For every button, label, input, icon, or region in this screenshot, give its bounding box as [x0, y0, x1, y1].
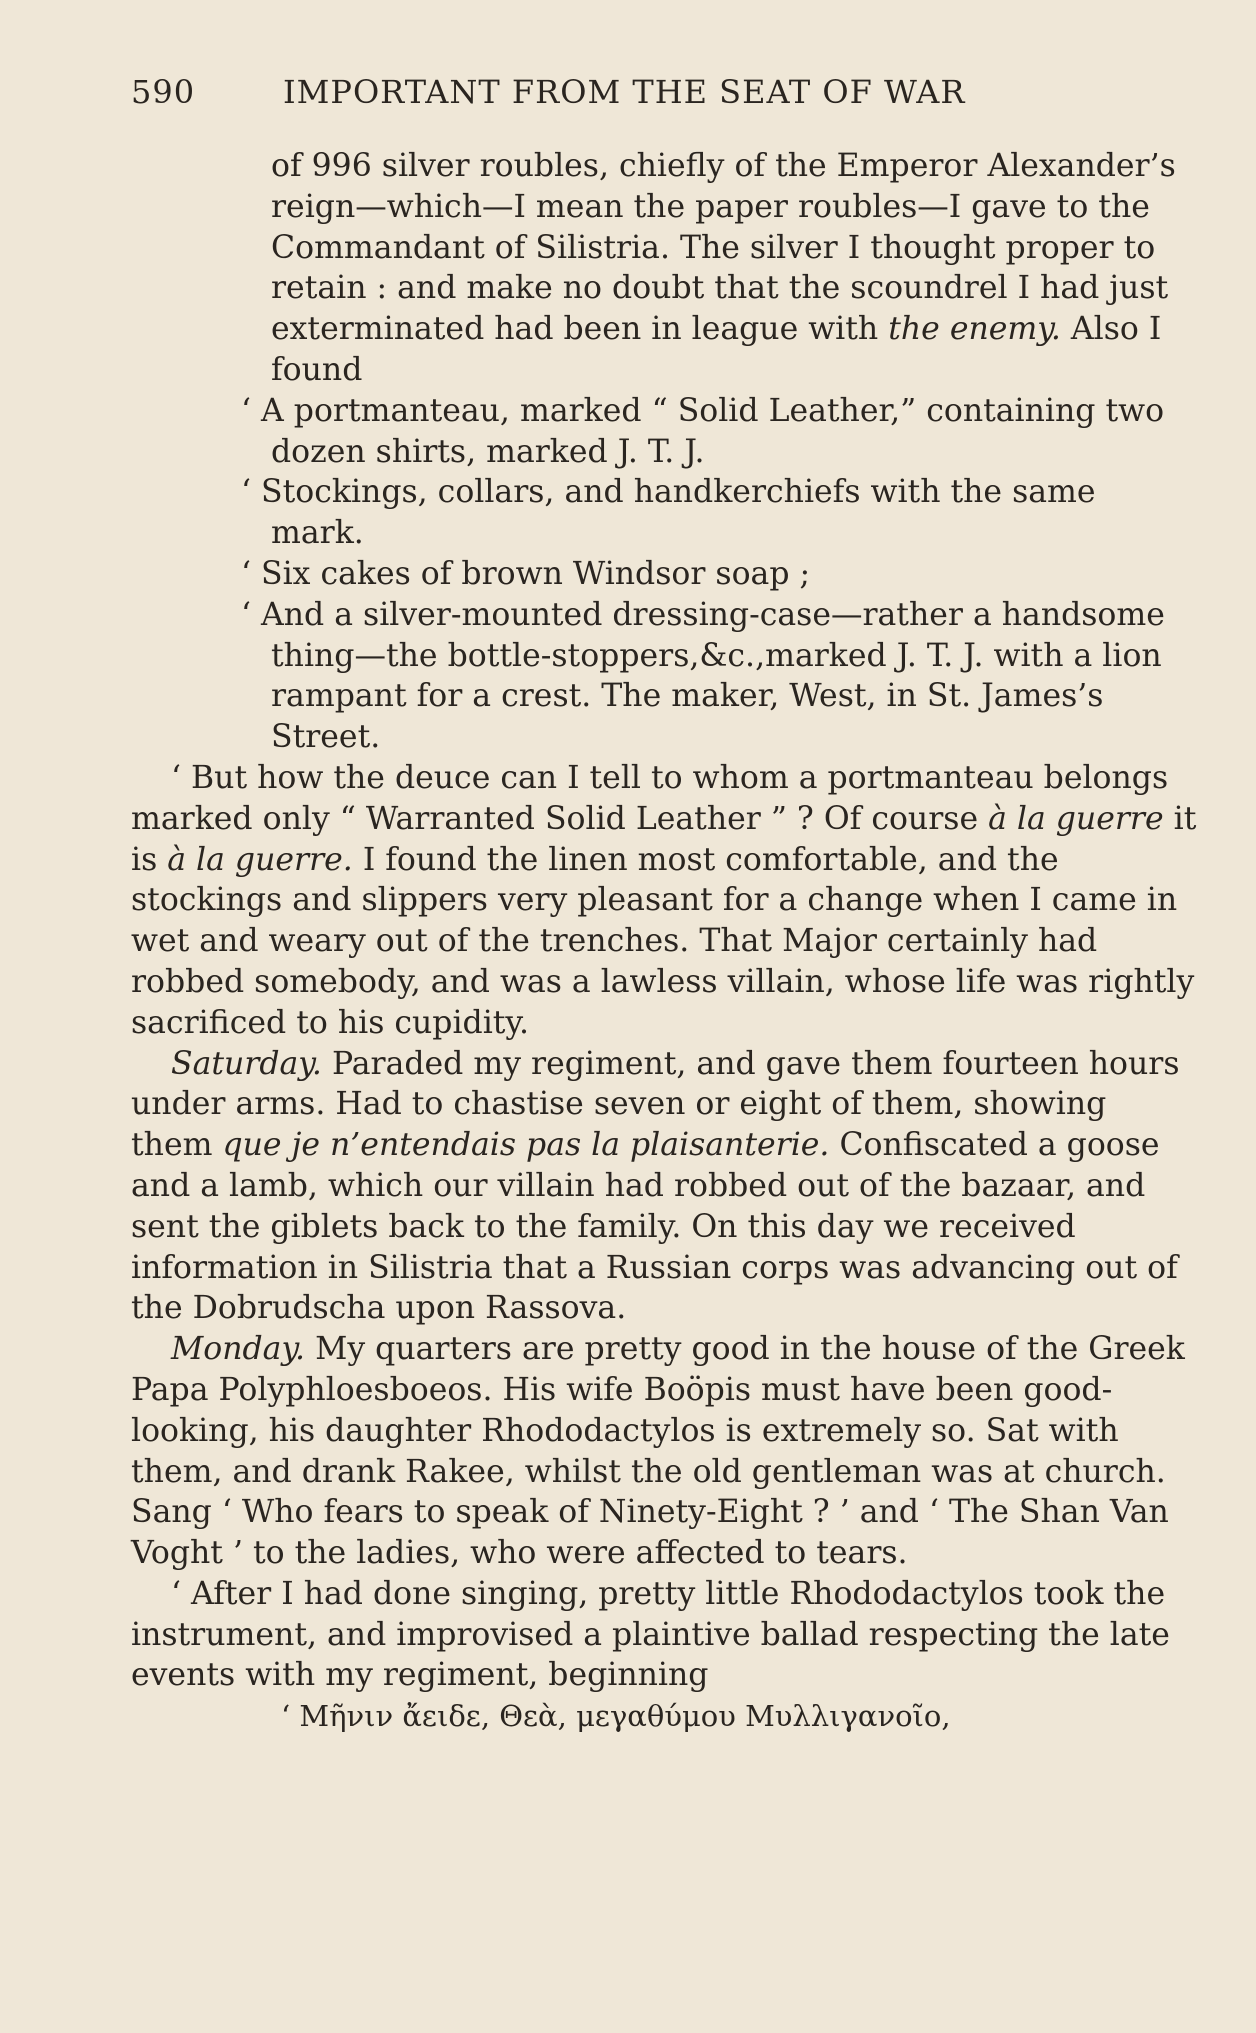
paragraph: ‘ After I had done singing, pretty little Rhododactylos took the instrument, and improvised a plaintive ballad respecting the late events with my regiment, beginning [131, 1575, 1170, 1694]
list-item: ‘ And a silver-mounted dressing-case—rather a handsome thing—the bottle-stoppers,&c.,marked J. T. J. with a lion rampant for a crest. The maker, West, in St. James’s Street. [241, 596, 1165, 756]
paragraph-monday: Monday. My quarters are pretty good in the house of the Greek Papa Polyphloesboeos. His wife Boöpis must have been good-looking, his daughter Rhododactylos is extremely so. Sat with them, and drank Rakee, whilst the old gentleman was at church. Sang ‘ Who fears to speak of Ninety-Eight ? ’ and ‘ The Shan Van Voght ’ to the ladies, who were affected to tears. [131, 1331, 1185, 1572]
list-item: ‘ Stockings, collars, and handkerchiefs with the same mark. [241, 474, 1096, 552]
paragraph-continued: of 996 silver roubles, chiefly of the Emperor Alexander’s reign—which—I mean the paper roubles—I gave to the Commandant of Silistria. The silver I thought proper to retain : and make no doubt that the scoundrel I had just exterminated had been in league with the enemy. Also I found [271, 148, 1176, 388]
paragraph-saturday: Saturday. Paraded my regiment, and gave them fourteen hours under arms. Had to chastise seven or eight of them, showing them que je n’entendais pas la plaisanterie. Confiscated a goose and a lamb, which our villain had robbed out of the bazaar, and sent the giblets back to the family. On this day we received information in Silistria that a Russian corps was advancing out of the Dobrudscha upon Rassova. [131, 1045, 1180, 1327]
running-header [131, 70, 1051, 114]
list-item: ‘ A portmanteau, marked “ Solid Leather,” containing two dozen shirts, marked J. T. J. [241, 392, 1165, 470]
paragraph: ‘ But how the deuce can I tell to whom a portmanteau belongs marked only “ Warranted Solid Leather ” ? Of course à la guerre it is à la guerre. I found the linen most comfortable, and the stockings and slippers very pleasant for a change when I came in wet and weary out of the trenches. That Major certainly had robbed somebody, and was a lawless villain, whose life was rightly sacrificed to his cupidity. [131, 759, 1197, 1041]
page-number: 590 [131, 73, 196, 111]
running-title: IMPORTANT FROM THE SEAT OF WAR [283, 73, 966, 111]
page-body [131, 146, 1197, 1736]
list-item: ‘ Six cakes of brown Windsor soap ; [241, 555, 811, 592]
greek-verse: ‘ Μῆνιν ἄειδε, Θεὰ, μεγαθύμου Μυλλιγανοῖο, [281, 1699, 951, 1734]
